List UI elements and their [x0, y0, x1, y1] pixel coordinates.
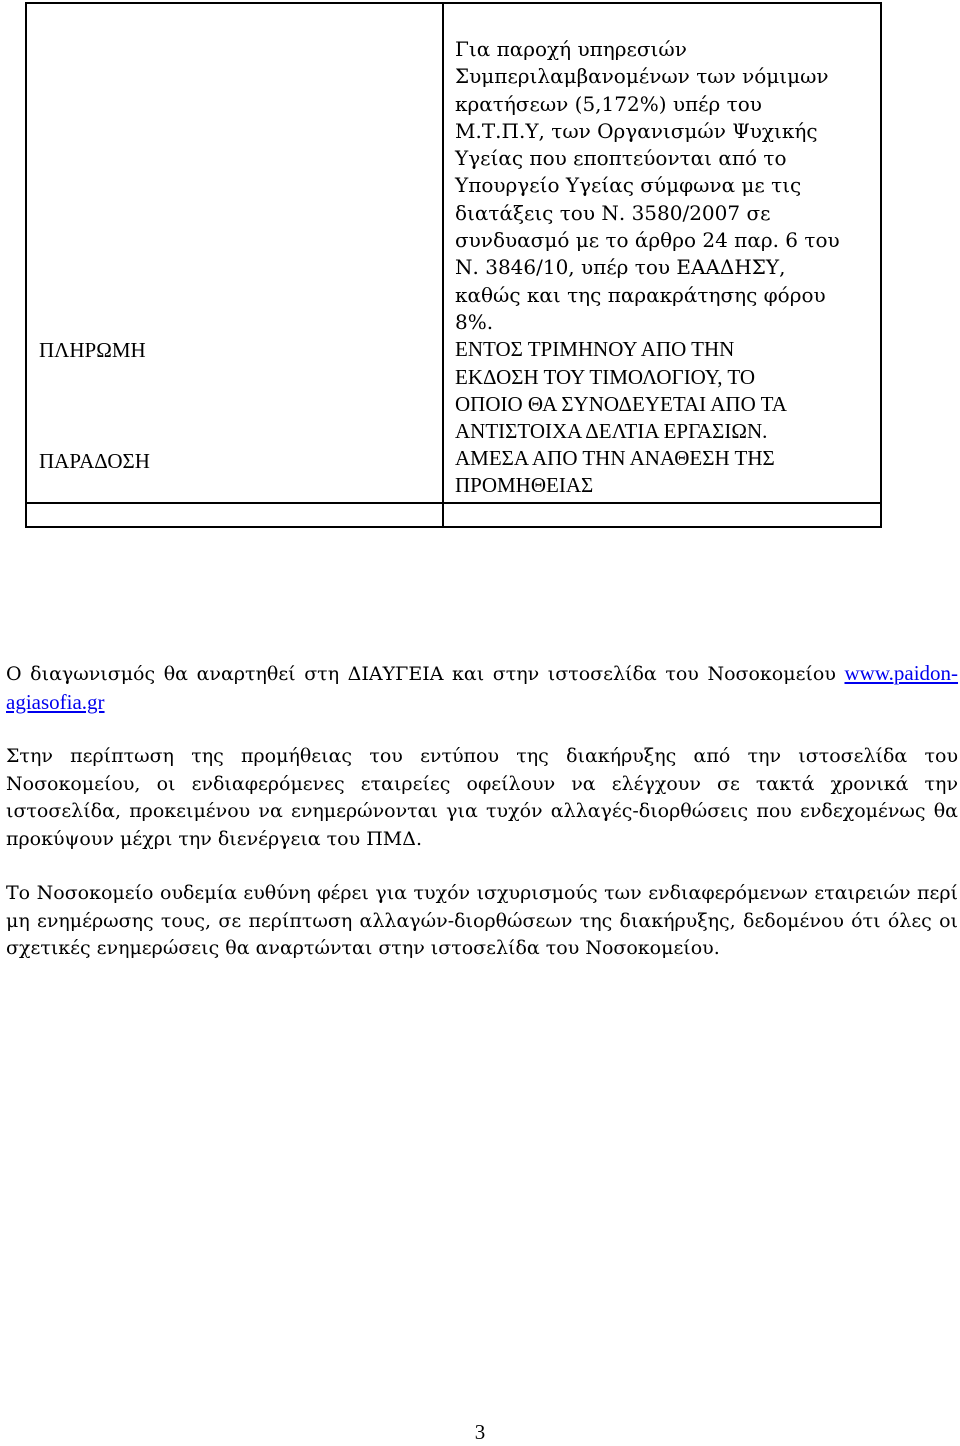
publication-notice-text: Ο διαγωνισμός θα αναρτηθεί στη ΔΙΑΥΓΕΙΑ και στην ιστοσελίδα του Νοσοκομείου: [6, 663, 836, 685]
page-number: 3: [474, 1420, 486, 1444]
payment-terms-line: Συμπεριλαμβανομένων των νόμιμων: [455, 64, 829, 89]
delivery-terms-line: ΠΡΟΜΗΘΕΙΑΣ: [455, 473, 594, 498]
table-column-divider: [442, 4, 444, 526]
hospital-website-link[interactable]: www.paidon-agiasofia.gr: [6, 661, 959, 714]
payment-terms-line: κρατήσεων (5,172%) υπέρ του: [455, 91, 762, 116]
terms-table: [25, 2, 882, 528]
payment-terms-line: Υγείας που εποπτεύονται από το: [455, 146, 787, 171]
payment-terms-line: Υπουργείο Υγείας σύμφωνα με τις: [455, 173, 802, 198]
payment-terms: [455, 36, 875, 445]
payment-terms-line: ΕΝΤΟΣ ΤΡΙΜΗΝΟΥ ΑΠΟ ΤΗΝ: [455, 337, 735, 362]
payment-terms-line: Μ.Τ.Π.Υ, των Οργανισμών Ψυχικής: [455, 118, 818, 143]
table-row-divider: [27, 502, 880, 504]
payment-terms-line: συνδυασμό με το άρθρο 24 παρ. 6 του: [455, 228, 840, 253]
payment-terms-line: ΟΠΟΙΟ ΘΑ ΣΥΝΟΔΕΥΕΤΑΙ ΑΠΟ ΤΑ: [455, 391, 787, 416]
payment-terms-line: ΑΝΤΙΣΤΟΙΧΑ ΔΕΛΤΙΑ ΕΡΓΑΣΙΩΝ.: [455, 419, 768, 444]
delivery-terms: [455, 445, 875, 500]
publication-notice: [6, 660, 958, 717]
paragraph-liability: Το Νοσοκομείο ουδεμία ευθύνη φέρει για τυχόν ισχυρισμούς των ενδιαφερόμενων εταιρειών περί μη ενημέρωσης τους, σε περίπτωση αλλαγών-διορθώσεων της διακήρυξης, δεδομένου ότι όλες οι σχετικές ενημερώσεις θα αναρτώνται στην ιστοσελίδα του Νοσοκομείου.: [6, 882, 958, 960]
payment-terms-line: καθώς και της παρακράτησης φόρου: [455, 282, 826, 307]
paragraph-download-updates: Στην περίπτωση της προμήθειας του εντύπου της διακήρυξης από την ιστοσελίδα του Νοσοκομείου, οι ενδιαφερόμενες εταιρείες οφείλουν να ελέγχουν σε τακτά χρονικά την ιστοσελίδα, προκειμένου να ενημερώνονται για τυχόν αλλαγές-διορθώσεις που ενδεχομένως θα προκύψουν μέχρι την διενέργεια του ΠΜΔ.: [6, 745, 958, 850]
delivery-label: ΠΑΡΑΔΟΣΗ: [39, 449, 150, 473]
delivery-terms-line: ΑΜΕΣΑ ΑΠΟ ΤΗΝ ΑΝΑΘΕΣΗ ΤΗΣ: [455, 446, 775, 470]
payment-terms-line: Ν. 3846/10, υπέρ του ΕΑΑΔΗΣΥ,: [455, 255, 786, 280]
payment-terms-line: ΕΚΔΟΣΗ ΤΟΥ ΤΙΜΟΛΟΓΙΟΥ, ΤΟ: [455, 364, 756, 389]
payment-label: ΠΛΗΡΩΜΗ: [39, 338, 146, 362]
payment-terms-line: Για παροχή υπηρεσιών: [455, 37, 687, 61]
payment-terms-line: 8%.: [455, 309, 494, 334]
payment-terms-line: διατάξεις του Ν. 3580/2007 σε: [455, 200, 771, 225]
